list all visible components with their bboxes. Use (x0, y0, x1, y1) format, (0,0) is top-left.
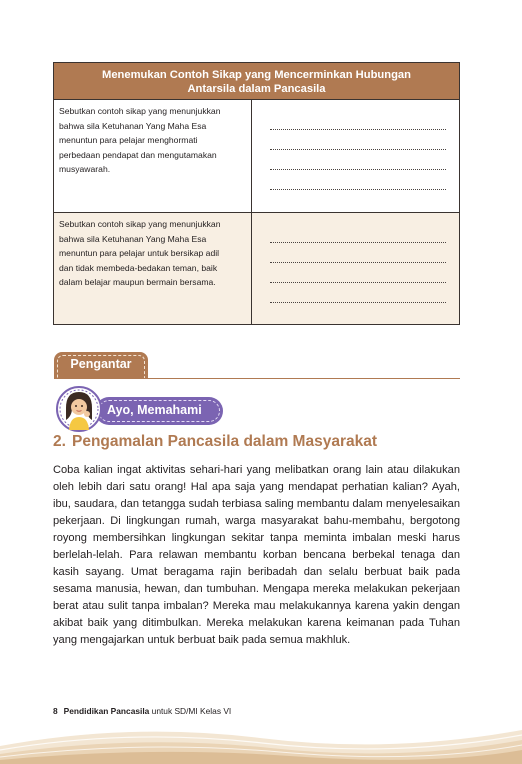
question-line: Sebutkan contoh sikap yang menunjukkan (59, 219, 221, 229)
body-paragraph: Coba kalian ingat aktivitas sehari-hari yang melibatkan orang lain atau dilakukan oleh lebih dari satu orang! Hal apa saja yang mendapat perhatian kalian? Ayah, ibu, saudara, dan tetangga sudah terbiasa saling membantu dalam menyelesaikan pekerjaan. Di lingkungan rumah, warga masyarakat bahu-membahu, bergotong royong membersihkan lingkungan sekitar tanpa meminta imbalan meski harus berlelah-lelah. Para relawan membantu korban bencana berbekal tenaga dan kasih sayang. Umat beragama rajin beribadah dan selalu berbuat baik pada sesama manusia, hewan, dan tumbuhan. Mengapa mereka melakukan pekerjaan berat atau sulit tanpa imbalan? Mereka mau melakukannya karena yakin dengan akibat baik yang ditimbulkan. Mereka melakukan karena keimanan pada Tuhan yang mengajarkan untuk berbuat baik pada semua makhluk. (53, 464, 460, 646)
question-line: dalam belajar maupun bermain bersama. (59, 277, 216, 288)
worksheet-question (54, 213, 252, 324)
page-number: 8 (53, 706, 58, 716)
book-title: Pendidikan Pancasila (63, 706, 150, 716)
badge-label: Ayo, Memahami (107, 403, 202, 417)
footer-wave-decoration (0, 716, 522, 764)
section-tab (54, 352, 148, 378)
answer-dotted-line (270, 242, 446, 243)
girl-thinking-icon (56, 386, 102, 432)
answer-dotted-line (270, 302, 446, 303)
answer-dotted-line (270, 282, 446, 283)
answer-dotted-line (270, 189, 446, 190)
worksheet-row (54, 100, 459, 213)
section-tab-label: Pengantar (70, 357, 132, 371)
worksheet-title-line2: Antarsila dalam Pancasila (187, 83, 326, 95)
activity-badge (95, 397, 223, 425)
page-footer (53, 706, 231, 716)
section-divider (54, 378, 460, 379)
section-number: 2. (53, 433, 66, 450)
question-line: perbedaan pendapat dan mengutamakan (59, 149, 217, 160)
answer-area[interactable] (252, 100, 459, 212)
worksheet-title-line1: Menemukan Contoh Sikap yang Mencerminkan Hubungan (102, 69, 411, 81)
question-line: menuntun para pelajar menghormati (59, 135, 198, 146)
answer-dotted-line (270, 262, 446, 263)
book-subtitle: untuk SD/MI Kelas VI (149, 706, 232, 716)
question-line: musyawarah. (59, 164, 111, 175)
worksheet-question (54, 100, 252, 212)
answer-dotted-line (270, 169, 446, 170)
question-line: Sebutkan contoh sikap yang menunjukkan (59, 106, 221, 116)
answer-area[interactable] (252, 213, 459, 324)
worksheet-table (53, 62, 460, 325)
question-line: dan tidak membeda-bedakan teman, baik (59, 262, 218, 273)
answer-dotted-line (270, 129, 446, 130)
question-line: menuntun para pelajar untuk bersikap adil (59, 248, 220, 259)
answer-dotted-line (270, 149, 446, 150)
question-line: bahwa sila Ketuhanan Yang Maha Esa (59, 120, 207, 131)
worksheet-row (54, 213, 459, 324)
worksheet-header (54, 63, 459, 100)
section-title: Pengamalan Pancasila dalam Masyarakat (72, 433, 377, 450)
question-line: bahwa sila Ketuhanan Yang Maha Esa (59, 233, 207, 244)
